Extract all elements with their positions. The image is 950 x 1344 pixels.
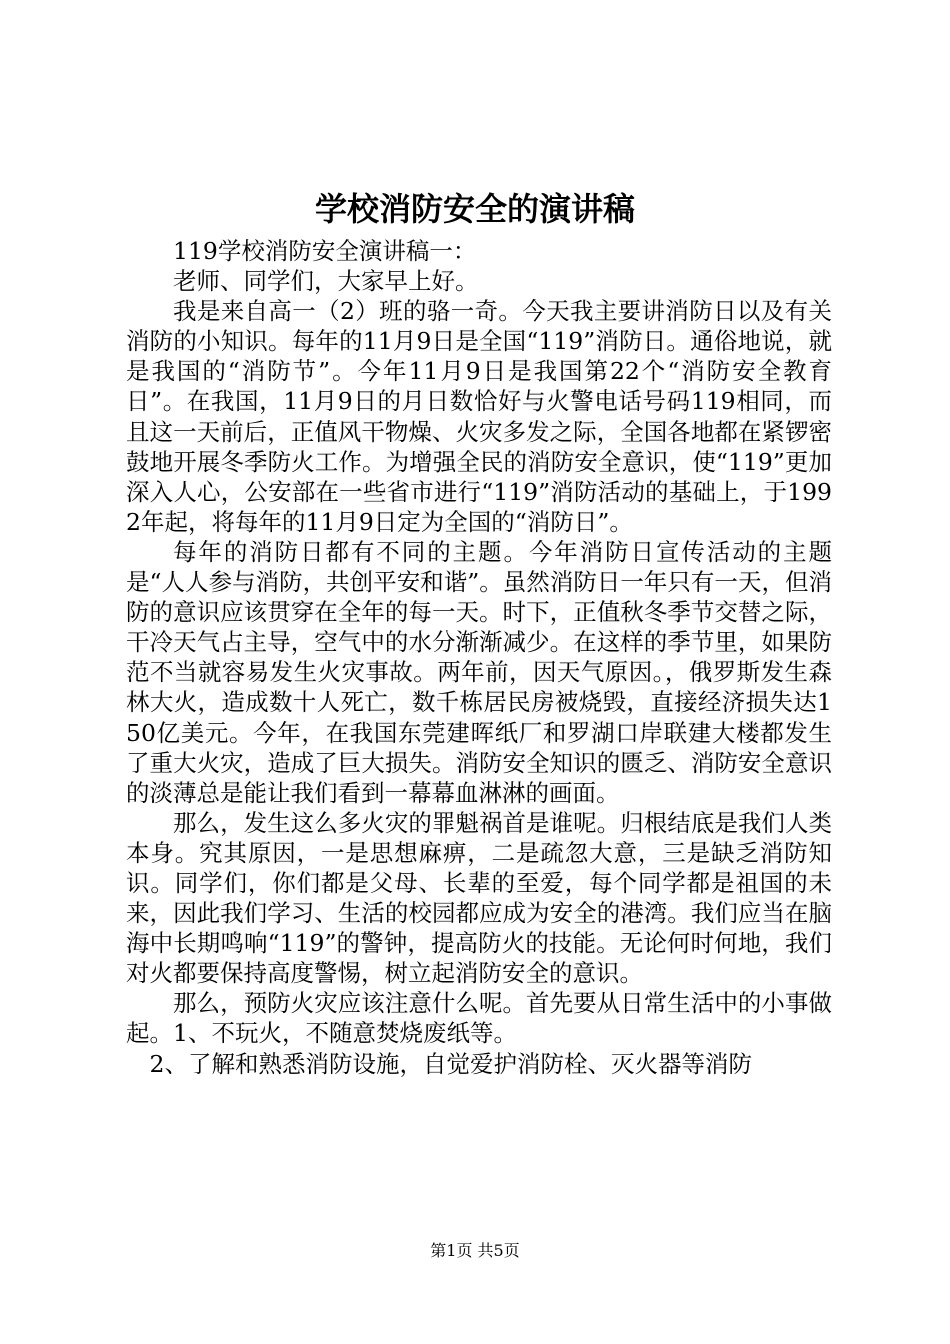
document-title: 学校消防安全的演讲稿 xyxy=(314,190,635,228)
paragraph-greeting: 老师、同学们，大家早上好。 xyxy=(173,267,479,296)
paragraph-intro: 我是来自高一（2）班的骆一奇。今天我主要讲消防日以及有关消防的小知识。每年的11月9日是全国“119”消防日。通俗地说，就是我国的“消防节”。今年11月9日是我国第22个“消防安全教育日”。在我国，11月9日的月日数恰好与火警电话号码119相同，而且这一天前后，正值风干物燥、火灾多发之际，全国各地都在紧锣密鼓地开展冬季防火工作。为增强全民的消防安全意识，使“119”更加深入人心，公安部在一些省市进行“119”消防活动的基础上，于1992年起，将每年的11月9日定为全国的“消防日”。 xyxy=(126,297,832,536)
paragraph-heading: 119学校消防安全演讲稿一： xyxy=(173,237,477,265)
paragraph-causes: 那么，发生这么多火灾的罪魁祸首是谁呢。归根结底是我们人类本身。究其原因，一是思想麻痹，二是疏忽大意，三是缺乏消防知识。同学们，你们都是父母、长辈的至爱，每个同学都是祖国的未来，因此我们学习、生活的校园都应成为安全的港湾。我们应当在脑海中长期鸣响“119”的警钟，提高防火的技能。无论何时何地，我们对火都要保持高度警惕，树立起消防安全的意识。 xyxy=(126,808,832,988)
paragraph-prevention: 那么，预防火灾应该注意什么呢。首先要从日常生活中的小事做起。1、不玩火，不随意焚烧废纸等。 xyxy=(126,989,832,1048)
paragraph-theme: 每年的消防日都有不同的主题。今年消防日宣传活动的主题是“人人参与消防，共创平安和谐”。虽然消防日一年只有一天，但消防的意识应该贯穿在全年的每一天。时下，正值秋冬季节交替之际，干冷天气占主导，空气中的水分渐渐减少。在这样的季节里，如果防范不当就容易发生火灾事故。两年前，因天气原因。，俄罗斯发生森林大火，造成数十人死亡，数千栋居民房被烧毁，直接经济损失达150亿美元。今年，在我国东莞建晖纸厂和罗湖口岸联建大楼都发生了重大火灾，造成了巨大损失。消防安全知识的匮乏、消防安全意识的淡薄总是能让我们看到一幕幕血淋淋的画面。 xyxy=(126,537,832,807)
document-body xyxy=(126,236,832,1079)
paragraph-item-2: 2、了解和熟悉消防设施，自觉爱护消防栓、灭火器等消防 xyxy=(149,1049,752,1078)
page-number-footer: 第1页 共5页 xyxy=(430,1241,520,1260)
